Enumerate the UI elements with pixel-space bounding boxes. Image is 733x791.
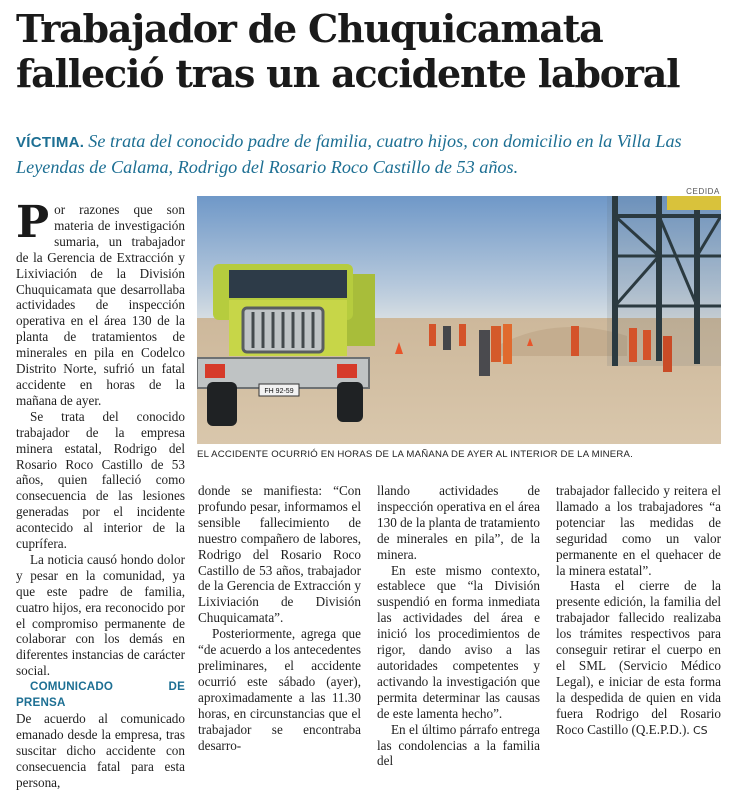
photo-credit: CEDIDA [686, 187, 720, 196]
headline-line-1: Trabajador de Chuquicamata [16, 6, 603, 51]
deck-text: Se trata del conocido padre de familia, cuatro hijos, con domicilio en la Villa Las Leyendas de Calama, Rodrigo del Rosario Roco Castillo de 53 años. [16, 131, 682, 177]
dropcap: P [16, 197, 50, 248]
article-column-1 [16, 197, 185, 791]
deck-kicker: VÍCTIMA. [16, 134, 85, 151]
paragraph-5: donde se manifiesta: “Con profundo pesar, informamos el sensible fallecimiento de nuestro compañero de labores, Rodrigo del Rosario Roco Castillo de 53 años, trabajador de la Gerencia de Extracción y Lixiviación de División Chuquicamata”. [198, 483, 361, 626]
article-column-3 [377, 483, 540, 769]
license-plate: FH 92-59 [264, 388, 294, 395]
paragraph-8: En este mismo contexto, establece que “la División suspendió en forma inmediata las actividades del área e inició los procedimientos de rigor, dando aviso a las autoridades competentes y activando la investigación que permita determinar las causas de este lamenta hecho”. [377, 562, 540, 721]
paragraph-10: trabajador fallecido y reitera el llamado a los trabajadores “a potenciar las medidas de seguridad como un valor permanente en el quehacer de la minera estatal”. [556, 483, 721, 578]
deck [16, 129, 721, 179]
paragraph-1-text: or razones que son materia de investigación sumaria, un trabajador de la Gerencia de Extracción y Lixiviación de la División Chuquicamata que desarrollaba actividades de inspección operativa en el área 130 de la planta de tratamientos de minerales en pila en Codelco Distrito Norte, sufrió un fatal accidente en horas de la mañana de ayer. [16, 202, 185, 408]
article-column-4 [556, 483, 721, 739]
paragraph-2: Se trata del conocido trabajador de la empresa minera estatal, Rodrigo del Rosario Roco Castillo de 53 años, quien falleció como consecuencia de las lesiones generadas por el incidente acontecido al interior de la cuprífera. [16, 408, 185, 552]
paragraph-9: En el último párrafo entrega las condolencias a la familia del [377, 721, 540, 769]
paragraph-11 [556, 578, 721, 738]
article-column-2 [198, 483, 361, 753]
yellow-railing [667, 196, 721, 210]
photo-illustration [197, 196, 721, 444]
headline [16, 6, 721, 96]
paragraph-3: La noticia causó hondo dolor y pesar en la comunidad, ya que este padre de familia, cuatro hijos, era reconocido por el compromiso permanente de colaborar con los demás en diferentes instancias de carácter social. [16, 551, 185, 679]
section-subhead: COMUNICADO DE PRENSA [16, 680, 185, 710]
paragraph-6: Posteriormente, agrega que “de acuerdo a los antecedentes preliminares, el accidente ocurrió este sábado (ayer), aproximadamente a las 11.30 horas, en circunstancias que el trabajador se encontraba desarro- [198, 626, 361, 753]
photo-caption: EL ACCIDENTE OCURRIÓ EN HORAS DE LA MAÑANA DE AYER AL INTERIOR DE LA MINERA. [197, 449, 634, 460]
paragraph-4: De acuerdo al comunicado emanado desde la empresa, tras suscitar dicho accidente con consecuencia fatal para esta persona, [16, 711, 185, 790]
headline-line-2: falleció tras un accidente laboral [16, 51, 680, 96]
news-photo [197, 196, 721, 444]
paragraph-11-text: Hasta el cierre de la presente edición, la familia del trabajador fallecido realizaba los trámites respectivos para conseguir retirar el cuerpo en el SML (Servicio Médico Legal), e iniciar de esta forma la despedida de quien en vida fuera Rodrigo del Rosario Roco Castillo (Q.E.P.D.). [556, 578, 721, 737]
paragraph-1 [16, 197, 185, 409]
end-mark-icon: CS [693, 723, 708, 737]
paragraph-7: llando actividades de inspección operativa en el área 130 de la planta de tratamiento de minerales en pila”, de la minera. [377, 483, 540, 562]
